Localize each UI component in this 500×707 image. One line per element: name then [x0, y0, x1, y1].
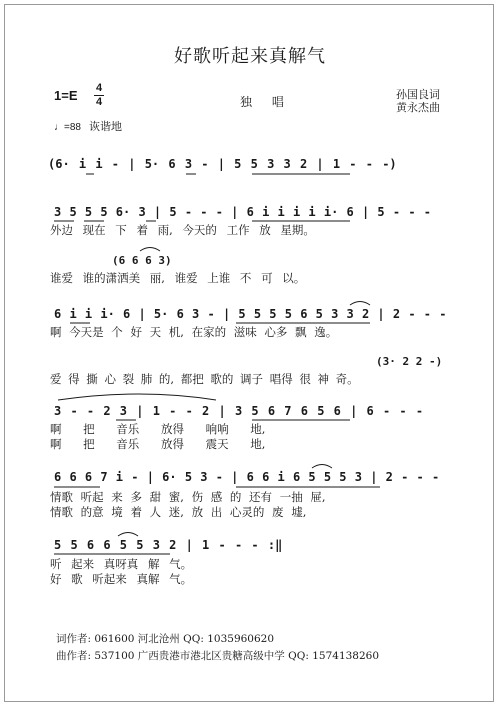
- staff-line-1-notes: (6· i i - | 5· 6 3 - | 5 5 3 3 2 | 1 - - -): [48, 157, 397, 171]
- staff-line-6-lyrics-verse-2: 好 歌 听起来 真解 气。: [50, 572, 193, 586]
- key-signature: 1=E: [54, 88, 78, 103]
- staff-line-2-notes: 3 5 5 5 6· 3 | 5 - - - | 6 i i i i i· 6 | 5 - - -: [54, 205, 432, 219]
- staff-line-2-lyrics-verse-1: 外边 现在 下 着 雨, 今天的 工作 放 星期。: [50, 223, 315, 237]
- meter-top: 4: [95, 82, 103, 94]
- composer-credit: 黄永杰曲: [396, 101, 440, 114]
- footer-composer-info: 曲作者: 537100 广西贵港市港北区贵糖高级中学 QQ: 1574138260: [56, 650, 380, 662]
- staff-line-4-lyrics-verse-2: 啊 把 音乐 放得 震天 地,: [50, 437, 266, 451]
- staff-line-4-notes: 3 - - 2 3 | 1 - - 2 | 3 5 6 7 6 5 6 | 6 - - -: [54, 404, 424, 418]
- performance-form: 独 唱: [240, 95, 292, 109]
- staff-line-2-lyrics-verse-2: 谁爱 谁的潇洒美 丽, 谁爱 上谁 不 可 以。: [50, 271, 306, 285]
- song-title: 好歌听起来真解气: [174, 46, 326, 67]
- staff-line-5-notes: 6 6 6 7 i - | 6· 5 3 - | 6 6 i 6 5 5 5 3 | 2 - - -: [54, 470, 440, 484]
- staff-line-4-lyrics-verse-1: 啊 把 音乐 放得 响响 地,: [50, 422, 266, 436]
- staff-line-5-lyrics-verse-2: 情歌 的意 境 着 人 迷, 放 出 心灵的 废 墟,: [50, 505, 307, 519]
- meter-bottom: 4: [95, 96, 103, 108]
- staff-line-3-lyrics-verse-2: 爱 得 撕 心 裂 肺 的, 都把 歌的 调子 唱得 很 神 奇。: [50, 372, 359, 386]
- staff-line-6-lyrics-verse-1: 听 起来 真呀真 解 气。: [50, 557, 193, 571]
- lyricist-credit: 孙国良词: [396, 88, 440, 101]
- staff-line-3-lyrics-verse-1: 啊 今天是 个 好 天 机, 在家的 滋味 心多 飘 逸。: [50, 325, 338, 339]
- staff-line-6-notes: 5 5 6 6 5 5 3 2 | 1 - - - :‖: [54, 538, 283, 552]
- expression-mark: 诙谐地: [88, 121, 122, 133]
- tempo-mark: ♩=88: [54, 122, 81, 133]
- staff-line-5-lyrics-verse-1: 情歌 听起 来 多 甜 蜜, 伤 感 的 还有 一抽 屉,: [50, 490, 326, 504]
- staff-line-3-notes: 6 i i i· 6 | 5· 6 3 - | 5 5 5 5 6 5 3 3 2 | 2 - - -: [54, 307, 447, 321]
- staff-line-3-aside: (3· 2 2 -): [376, 355, 443, 368]
- footer-lyricist-info: 词作者: 061600 河北沧州 QQ: 1035960620: [56, 633, 275, 645]
- staff-line-2-aside: (6 6 6 3): [112, 254, 172, 267]
